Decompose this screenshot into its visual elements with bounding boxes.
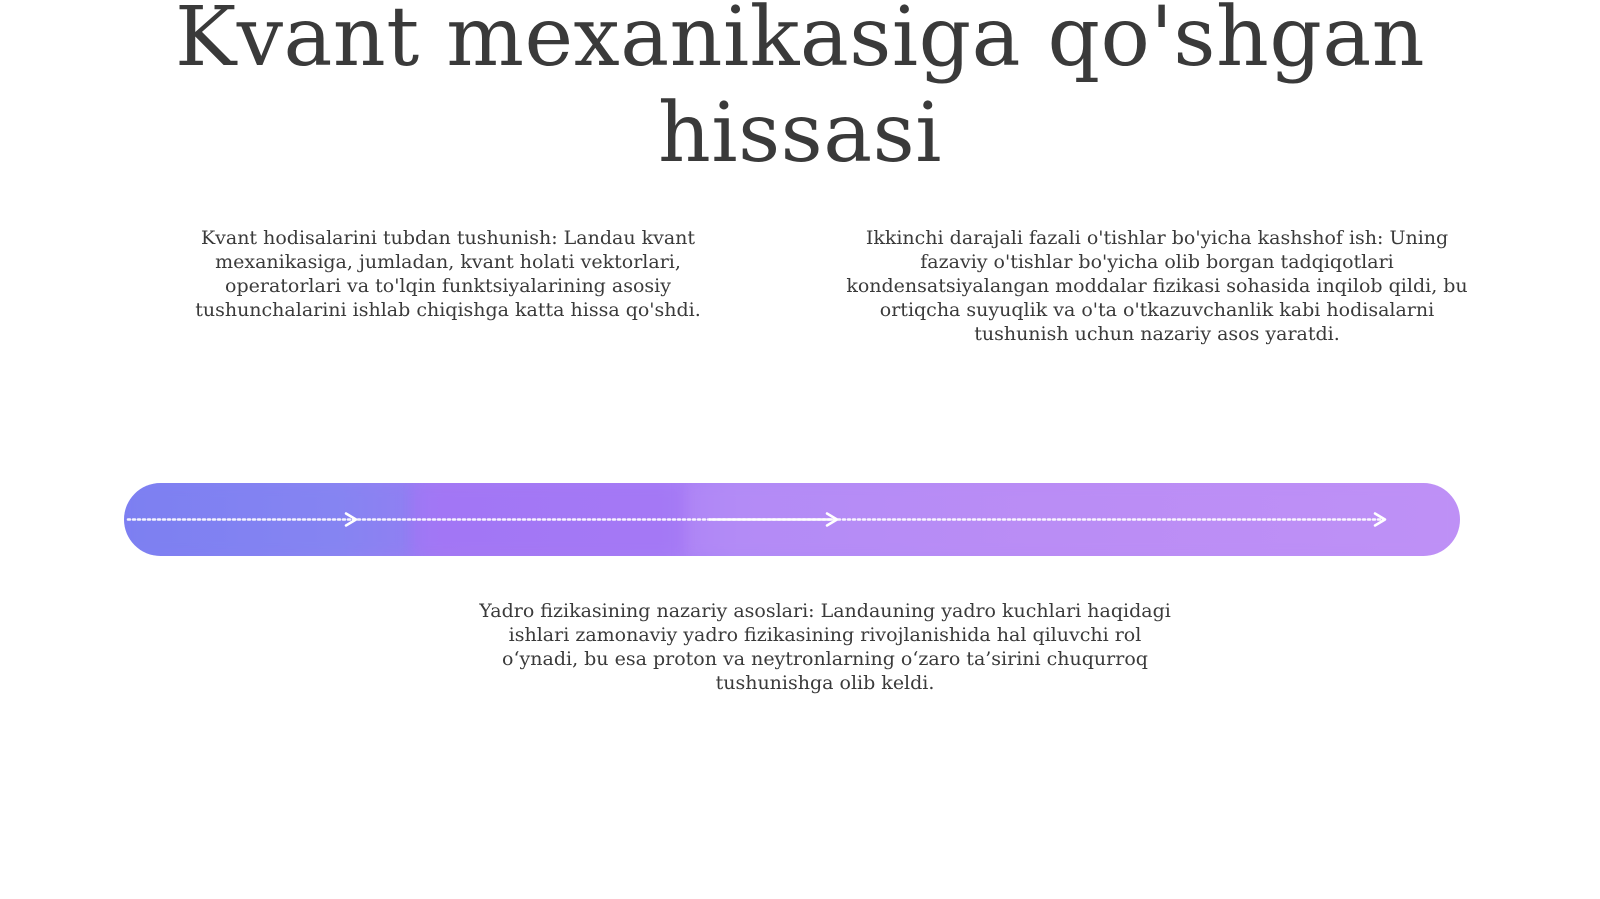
- slide-title: Kvant mexanikasiga qo'shgan hissasi: [174, 0, 1426, 181]
- timeline-arrows: [124, 483, 1460, 556]
- timeline: [124, 483, 1460, 556]
- text-block-nuclear-physics: Yadro fizikasining nazariy asoslari: Landauning yadro kuchlari haqidagi ishlari zamonaviy yadro fizikasining rivojlanishida hal qiluvchi rol o‘ynadi, bu esa proton va neytronlarning o‘zaro ta’sirini chuqurroq tushunishga olib keldi.: [479, 600, 1171, 694]
- text-block-quantum-understanding: Kvant hodisalarini tubdan tushunish: Landau kvant mexanikasiga, jumladan, kvant holati vektorlari, operatorlari va to'lqin funktsiyalarining asosiy tushunchalarini ishlab chiqishga katta hissa qo'shdi.: [195, 227, 701, 321]
- text-block-phase-transitions: Ikkinchi darajali fazali o'tishlar bo'yicha kashshof ish: Uning fazaviy o'tishlar bo'yicha olib borgan tadqiqotlari kondensatsiyalangan moddalar fizikasi sohasida inqilob qildi, bu ortiqcha suyuqlik va o'ta o'tkazuvchanlik kabi hodisalarni tushunish uchun nazariy asos yaratdi.: [846, 227, 1468, 345]
